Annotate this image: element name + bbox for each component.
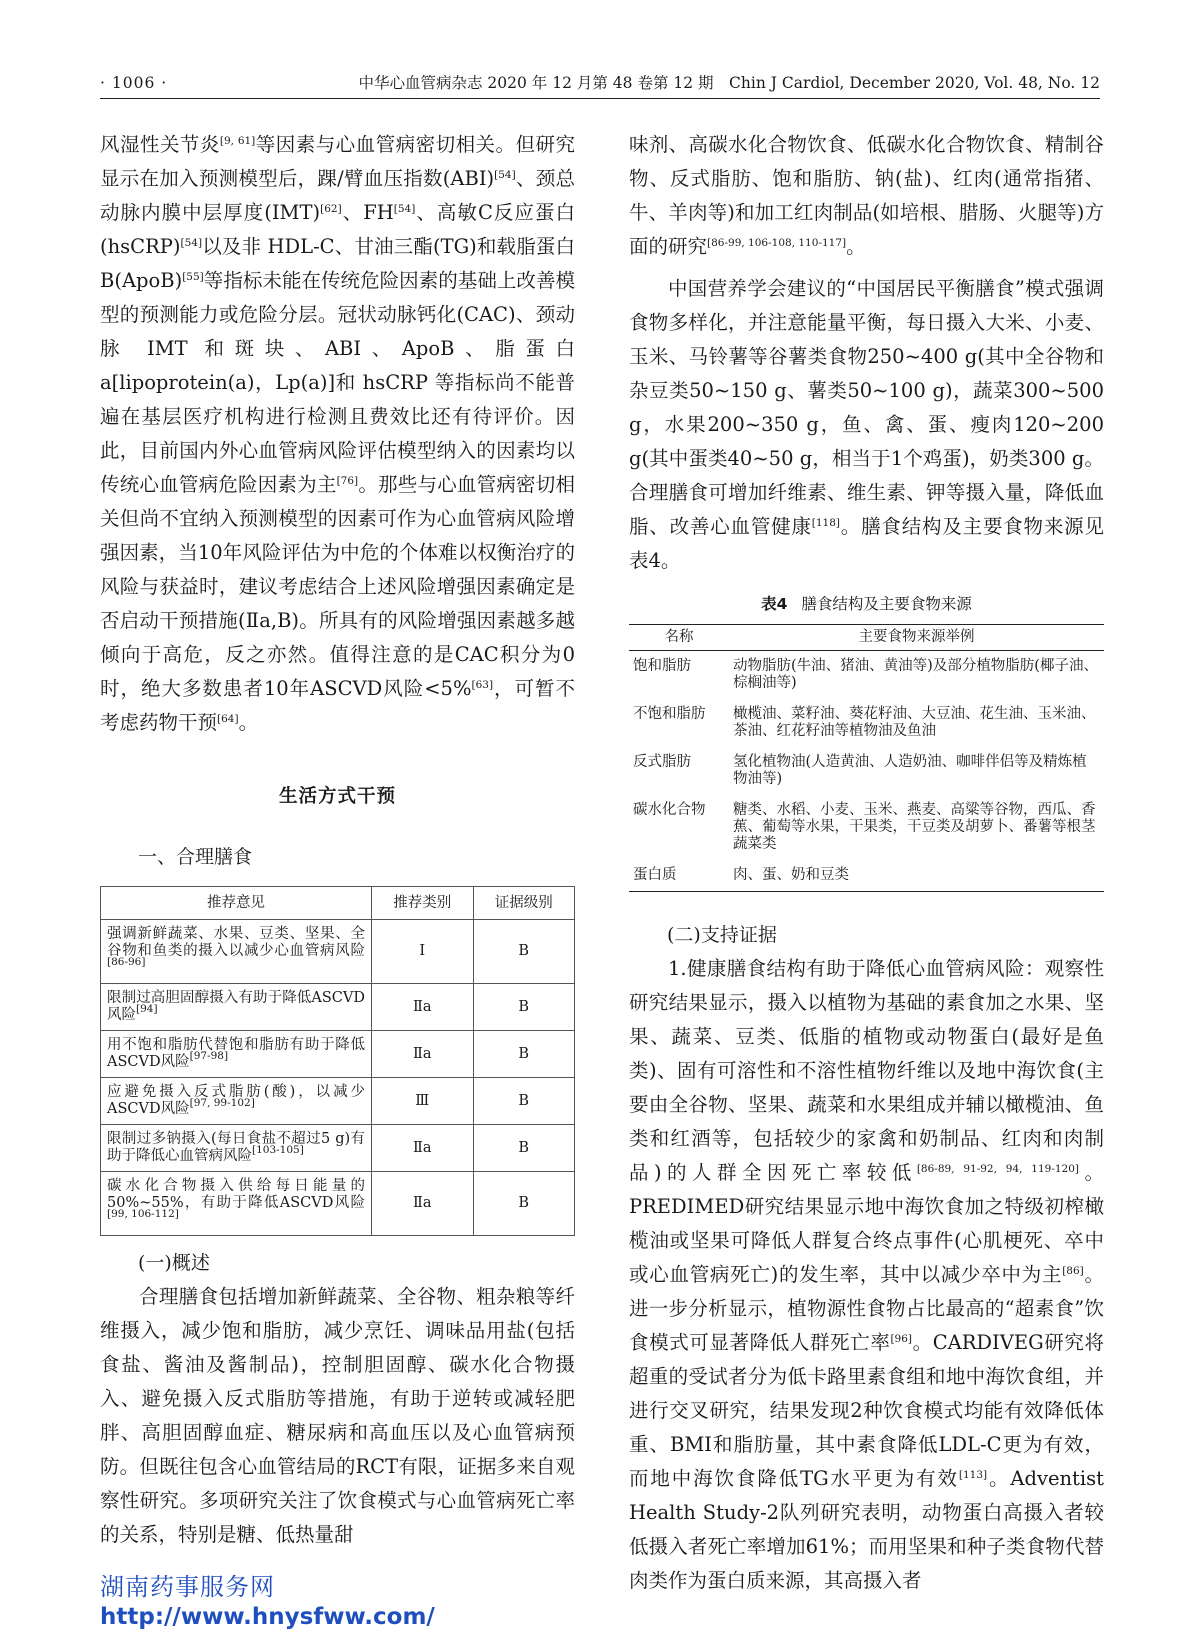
citation: [118] (811, 517, 840, 529)
table-row (629, 651, 1104, 700)
evidence-level: B (473, 1125, 575, 1172)
nutrient-name: 蛋白质 (633, 867, 677, 883)
table-row (629, 699, 1104, 747)
table4-number: 表4 (761, 595, 788, 613)
citation: [86-96] (107, 956, 146, 968)
evidence-heading: (二)支持证据 (667, 924, 777, 946)
header-class: 推荐类别 (372, 887, 474, 920)
recommendation-text: 应避免摄入反式脂肪(酸)，以减少ASCVD风险 (107, 1084, 365, 1117)
recommendation-class: Ⅱa (372, 984, 474, 1031)
watermark-url: http://www.hnysfww.com/ (100, 1604, 435, 1630)
evidence-level: B (473, 1078, 575, 1125)
header-level: 证据级别 (473, 887, 575, 920)
citation: [55] (182, 271, 204, 283)
citation: [64] (217, 713, 239, 725)
citation: [54] (393, 203, 416, 215)
citation: [54] (494, 169, 516, 181)
right-column (629, 128, 1104, 1598)
recommendation-class: Ⅲ (372, 1078, 474, 1125)
citation: [62] (320, 203, 342, 215)
section-title: 生活方式干预 (278, 786, 396, 807)
recommendation-class: Ⅰ (372, 920, 474, 984)
table-row (629, 795, 1104, 860)
food-sources: 肉、蛋、奶和豆类 (733, 867, 849, 883)
header-name: 名称 (629, 625, 729, 651)
recommendation-table (100, 886, 575, 1236)
running-header (100, 70, 1100, 99)
citation: [97, 99-102] (189, 1097, 255, 1109)
recommendation-text: 限制过多钠摄入(每日食盐不超过5 g)有助于降低心血管病风险 (107, 1131, 365, 1164)
citation: [96] (890, 1333, 913, 1345)
table-row (101, 1125, 575, 1172)
recommendation-text: 强调新鲜蔬菜、水果、豆类、坚果、全谷物和鱼类的摄入以减少心血管病风险 (107, 926, 365, 959)
citation: [103-105] (252, 1144, 304, 1156)
evidence-level: B (473, 984, 575, 1031)
left-column (100, 128, 575, 1552)
food-sources: 橄榄油、菜籽油、葵花籽油、大豆油、花生油、玉米油、茶油、红花籽油等植物油及鱼油 (733, 706, 1096, 739)
table-header-row (101, 887, 575, 920)
continued-paragraph: 味剂、高碳水化合物饮食、低碳水化合物饮食、精制谷物、反式脂肪、饱和脂肪、钠(盐)、红肉(通常指猪、牛、羊肉等)和加工红肉制品(如培根、腊肠、火腿等)方面的研究[86-99, 106-108, 110-117]。 (629, 133, 1104, 258)
dietary-guide-paragraph: 中国营养学会建议的“中国居民平衡膳食”模式强调食物多样化，并注意能量平衡，每日摄入大米、小麦、玉米、马铃薯等谷薯类食物250~400 g(其中全谷物和杂豆类50~150 g、薯类50~100 g)，蔬菜300~500 g，水果200~350 g，鱼、禽、蛋、瘦肉120~200 g(其中蛋类40~50 g，相当于1个鸡蛋)，奶类300 g。合理膳食可增加纤维素、维生素、钾等摄入量，降低血脂、改善心血管健康[118]。膳食结构及主要食物来源见表4。 (629, 277, 1104, 572)
recommendation-text: 用不饱和脂肪代替饱和脂肪有助于降低ASCVD风险 (107, 1037, 365, 1070)
evidence-level: B (473, 920, 575, 984)
header-sources: 主要食物来源举例 (729, 625, 1104, 651)
table-row (101, 1078, 575, 1125)
citation: [76] (336, 475, 359, 487)
nutrient-name: 反式脂肪 (633, 754, 691, 770)
watermark-site-name: 湖南药事服务网 (100, 1573, 275, 1601)
nutrient-name: 不饱和脂肪 (633, 706, 706, 722)
citation: [63] (471, 679, 494, 691)
journal-citation: 中华心血管病杂志 2020 年 12 月第 48 卷第 12 期 Chin J Cardiol, December 2020, Vol. 48, No. 12 (358, 74, 1100, 92)
citation: [86-89, 91-92, 94, 119-120] (916, 1163, 1080, 1175)
diet-structure-table (629, 624, 1104, 892)
page-number: · 1006 · (100, 74, 168, 92)
nutrient-name: 碳水化合物 (633, 802, 706, 818)
evidence-level: B (473, 1031, 575, 1078)
table-header-row (629, 625, 1104, 651)
citation: [86] (1062, 1265, 1084, 1277)
citation: [54] (180, 237, 203, 249)
subsection-heading: 一、合理膳食 (138, 846, 253, 868)
recommendation-text: 限制过高胆固醇摄入有助于降低ASCVD风险 (107, 990, 365, 1023)
citation: [86-99, 106-108, 110-117] (707, 237, 847, 249)
table4-title: 膳食结构及主要食物来源 (801, 595, 972, 613)
citation: [99, 106-112] (107, 1208, 179, 1220)
citation: [97-98] (189, 1050, 229, 1062)
table-row (629, 860, 1104, 892)
recommendation-class: Ⅱa (372, 1172, 474, 1236)
recommendation-class: Ⅱa (372, 1125, 474, 1172)
food-sources: 糖类、水稻、小麦、玉米、燕麦、高粱等谷物，西瓜、香蕉、葡萄等水果，干果类，干豆类及胡萝卜、番薯等根茎蔬菜类 (733, 802, 1096, 852)
citation: [9, 61] (219, 135, 256, 147)
recommendation-text: 碳水化合物摄入供给每日能量的50%~55%，有助于降低ASCVD风险 (107, 1178, 365, 1211)
recommendation-class: Ⅱa (372, 1031, 474, 1078)
table-row (101, 1031, 575, 1078)
evidence-level: B (473, 1172, 575, 1236)
overview-paragraph: 合理膳食包括增加新鲜蔬菜、全谷物、粗杂粮等纤维摄入，减少饱和脂肪，减少烹饪、调味品用盐(包括食盐、酱油及酱制品)，控制胆固醇、碳水化合物摄入、避免摄入反式脂肪等措施，有助于逆转或减轻肥胖、高胆固醇血症、糖尿病和高血压以及心血管病预防。但既往包含心血管结局的RCT有限，证据多来自观察性研究。多项研究关注了饮食模式与心血管病死亡率的关系，特别是糖、低热量甜 (100, 1285, 575, 1546)
watermark (100, 1572, 435, 1632)
header-recommendation: 推荐意见 (101, 887, 372, 920)
table-row (629, 747, 1104, 795)
nutrient-name: 饱和脂肪 (633, 658, 691, 674)
food-sources: 动物脂肪(牛油、猪油、黄油等)及部分植物脂肪(椰子油、棕榈油等) (733, 658, 1098, 691)
food-sources: 氢化植物油(人造黄油、人造奶油、咖啡伴侣等及精炼植物油等) (733, 754, 1087, 787)
table-row (101, 1172, 575, 1236)
citation: [94] (136, 1003, 158, 1015)
table-row (101, 920, 575, 984)
citation: [113] (958, 1469, 988, 1481)
table4-caption (629, 592, 1104, 614)
risk-factor-paragraph: 风湿性关节炎[9, 61]等因素与心血管病密切相关。但研究显示在加入预测模型后，踝/臂血压指数(ABI)[54]、颈总动脉内膜中层厚度(IMT)[62]、FH[54]、高敏C反应蛋白(hsCRP)[54]以及非 HDL-C、甘油三酯(TG)和载脂蛋白B(ApoB)[55]等指标未能在传统危险因素的基础上改善模型的预测能力或危险分层。冠状动脉钙化(CAC)、颈动脉 IMT 和斑块、ABI、ApoB、脂蛋白 a[lipoprotein(a)，Lp(a)]和 hsCRP 等指标尚不能普遍在基层医疗机构进行检测且费效比还有待评价。因此，目前国内外心血管病风险评估模型纳入的因素均以传统心血管病危险因素为主[76]。那些与心血管病密切相关但尚不宜纳入预测模型的因素可作为心血管病风险增强因素，当10年风险评估为中危的个体难以权衡治疗的风险与获益时，建议考虑结合上述风险增强因素确定是否启动干预措施(Ⅱa,B)。所具有的风险增强因素越多越倾向于高危，反之亦然。值得注意的是CAC积分为0时，绝大多数患者10年ASCVD风险<5%[63]，可暂不考虑药物干预[64]。 (100, 133, 575, 734)
evidence-paragraph: 1.健康膳食结构有助于降低心血管病风险：观察性研究结果显示，摄入以植物为基础的素食加之水果、坚果、蔬菜、豆类、低脂的植物或动物蛋白(最好是鱼类)、固有可溶性和不溶性植物纤维以及地中海饮食(主要由全谷物、坚果、蔬菜和水果组成并辅以橄榄油、鱼类和红酒等，包括较少的家禽和奶制品、红肉和肉制品)的人群全因死亡率较低[86-89, 91-92, 94, 119-120]。PREDIMED研究结果显示地中海饮食加之特级初榨橄榄油或坚果可降低人群复合终点事件(心肌梗死、卒中或心血管病死亡)的发生率，其中以减少卒中为主[86]。进一步分析显示，植物源性食物占比最高的“超素食”饮食模式可显著降低人群死亡率[96]。CARDIVEG研究将超重的受试者分为低卡路里素食组和地中海饮食组，并进行交叉研究，结果发现2种饮食模式均能有效降低体重、BMI和脂肪量，其中素食降低LDL-C更为有效，而地中海饮食降低TG水平更为有效[113]。Adventist Health Study-2队列研究表明，动物蛋白高摄入者较低摄入者死亡率增加61%；而用坚果和种子类食物代替肉类作为蛋白质来源，其高摄入者 (629, 957, 1104, 1592)
table-row (101, 984, 575, 1031)
overview-heading: (一)概述 (138, 1252, 210, 1274)
